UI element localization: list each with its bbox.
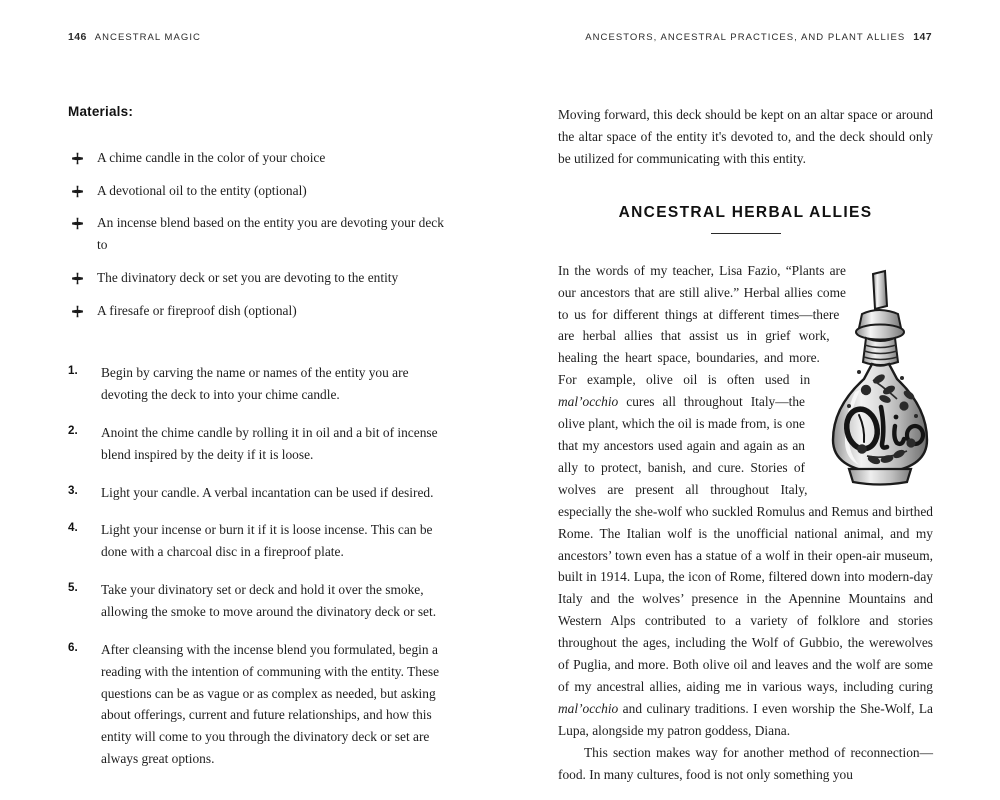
section-heading-rule — [711, 233, 781, 234]
cross-bullet-icon — [71, 270, 84, 283]
materials-item-text: A firesafe or fireproof dish (optional) — [97, 302, 297, 318]
materials-item-text: The divinatory deck or set you are devoting to the entity — [97, 269, 399, 285]
list-item — [68, 147, 444, 169]
step-text: Light your candle. A verbal incantation can be used if desired. — [101, 484, 434, 500]
list-item — [68, 267, 444, 289]
step-text: Anoint the chime candle by rolling it in oil and a bit of incense blend inspired by the deity if it is loose. — [101, 424, 438, 462]
section-heading-block — [558, 204, 933, 234]
list-item — [68, 422, 444, 466]
procedure-steps-list — [68, 362, 444, 770]
right-page-column — [558, 104, 933, 785]
list-item — [68, 180, 444, 202]
step-number: 6. — [68, 640, 78, 654]
section-heading: ANCESTRAL HERBAL ALLIES — [618, 203, 873, 221]
step-number: 1. — [68, 364, 78, 378]
list-item — [68, 300, 444, 322]
left-page-column — [68, 104, 444, 786]
running-head-right-title: ANCESTORS, ANCESTRAL PRACTICES, AND PLANT ALLIES — [585, 32, 906, 43]
list-item — [68, 482, 444, 504]
intro-paragraph: Moving forward, this deck should be kept on an altar space or around the altar space of the entity it's devoted to, and the deck should only be utilized for communicating with this entity. — [558, 107, 933, 166]
cross-bullet-icon — [71, 183, 84, 196]
materials-item-text: A devotional oil to the entity (optional) — [97, 182, 307, 198]
running-head-left-title: ANCESTRAL MAGIC — [94, 32, 201, 43]
list-item — [68, 362, 444, 406]
materials-list — [68, 147, 444, 321]
step-number: 3. — [68, 483, 78, 497]
italic-term-malocchio-1: mal’occhio — [558, 394, 619, 410]
cross-bullet-icon — [71, 215, 84, 228]
step-number: 5. — [68, 581, 78, 595]
materials-heading: Materials: — [68, 104, 134, 119]
italic-term-malocchio-2: mal’occhio — [558, 700, 619, 716]
step-text: Take your divinatory set or deck and hold it over the smoke, allowing the smoke to move around the divinatory deck or set. — [101, 582, 437, 619]
list-item — [68, 519, 444, 563]
step-text: Begin by carving the name or names of the entity you are devoting the deck to into your chime candle. — [101, 365, 409, 403]
materials-item-text: A chime candle in the color of your choice — [97, 150, 326, 165]
step-number: 4. — [68, 521, 78, 535]
materials-item-text: An incense blend based on the entity you are devoting your deck to — [97, 215, 444, 253]
step-number: 2. — [68, 423, 78, 437]
body-text-part-2: cures all throughout Italy—the olive plant, which the oil is made from, is one that my ancestors used again and again as an ally to protect, banish, and cure. Stories of wolves are present all throughout Italy, especially the she-wolf who suckled Romulus and Remus and birthed Rome. The Italian wolf is the unofficial national animal, and my ancestors’ town even has a statue of a wolf in their open-air museum, built in 1914. Lupa, the icon of Rome, filtered down into modern-day Italy and the wolves’ presence in the Apennine Mountains and Western Alps contributed to a variety of folklore and stories throughout the ages, including the Wolf of Gubbio, the werewolves of Puglia, and more. Both olive oil and leaves and the wolf are some of my ancestral allies, aiding me in various ways, including curing — [558, 394, 933, 694]
running-head-left — [68, 31, 201, 43]
cross-bullet-icon — [71, 303, 84, 316]
running-head-right — [585, 31, 932, 43]
step-text: After cleansing with the incense blend you formulated, begin a reading with the intention of communing with the entity. These questions can be as vague or as complex as needed, but asking about offerings, current and future relationships, and how this entity will come to you through the divinatory deck or set are always great options. — [101, 641, 440, 767]
step-text: Light your incense or burn it if it is loose incense. This can be done with a charcoal disc in a fireproof plate. — [101, 522, 433, 560]
list-item — [68, 212, 444, 255]
folio-right: 147 — [913, 31, 932, 43]
body-text-part-3: and culinary traditions. I even worship the She-Wolf, La Lupa, alongside my patron goddess, Diana. — [558, 700, 933, 738]
folio-left: 146 — [68, 31, 87, 43]
list-item — [68, 639, 444, 770]
body-text-part-1: In the words of my teacher, Lisa Fazio, “Plants are our ancestors that are still alive.” Herbal allies come to us for different things at different times—there are herbal allies that assist us in grief work, healing the heart space, boundaries, and more. For example, olive oil is often used in — [558, 262, 846, 388]
body-paragraph — [558, 260, 933, 742]
closing-paragraph: This section makes way for another method of reconnection—food. In many cultures, food is not only something you — [558, 744, 933, 782]
list-item — [68, 579, 444, 623]
cross-bullet-icon — [71, 150, 84, 163]
